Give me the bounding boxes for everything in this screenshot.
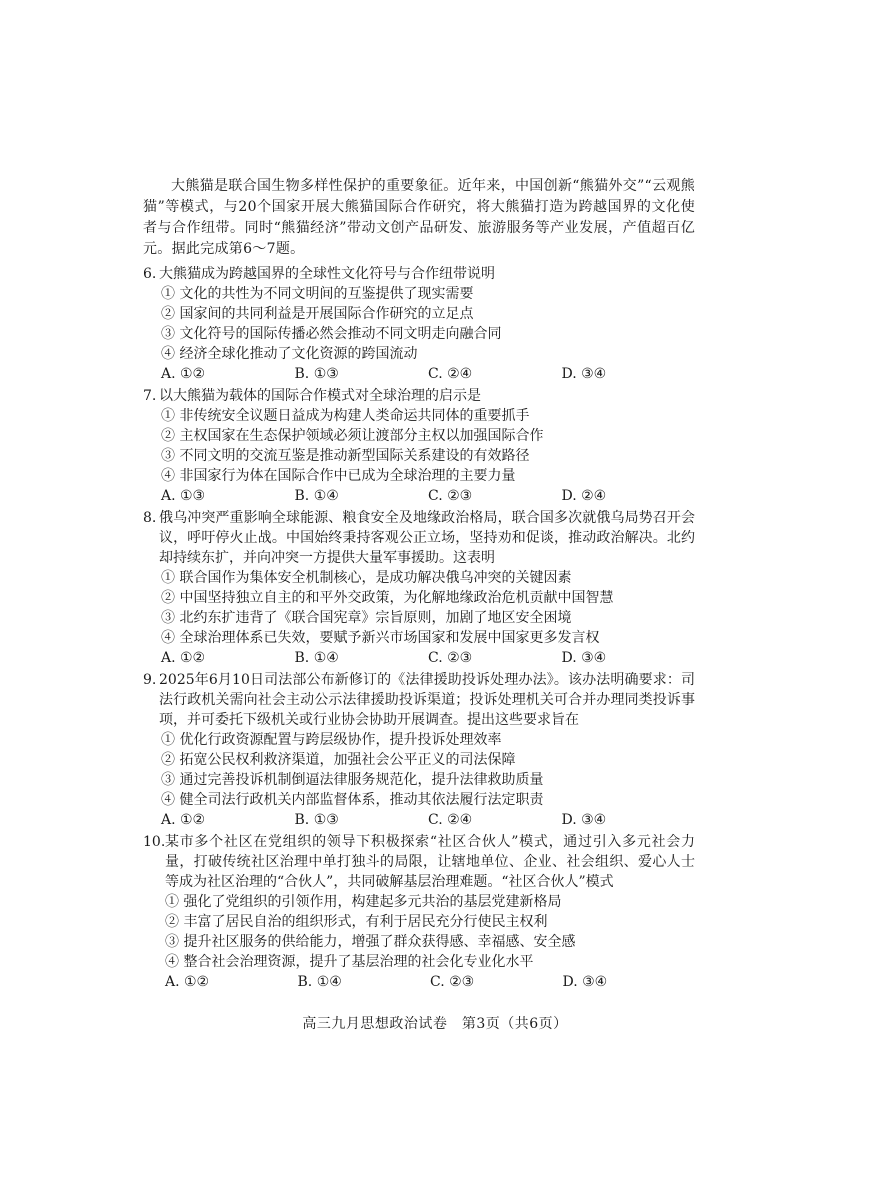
option-3: ③ 通过完善投诉机制倒逼法律服务规范化，提升法律救助质量 [161,772,544,788]
choice-d: D. ②④ [561,488,607,504]
question-stem [143,264,695,284]
option-2: ② 主权国家在生态保护领域必须让渡部分主权以加强国际合作 [161,428,544,444]
option-1: ① 优化行政资源配置与跨层级协作，提升投诉处理效率 [161,732,502,748]
choice-d: D. ③④ [562,974,608,990]
question-text: 俄乌冲突严重影响全球能源、粮食安全及地缘政治格局，联合国多次就俄乌局势召开会议，呼吁停火止战。中国始终秉持客观公正立场，坚持劝和促谈，推动政治解决。北约却持续东扩，并向冲突一方提供大量军事援助。这表明 [159,510,695,566]
question-number: 8. [143,510,157,526]
option-3: ③ 提升社区服务的供给能力，增强了群众获得感、幸福感、安全感 [165,934,576,950]
option-4: ④ 健全司法行政机关内部监督体系，推动其依法履行法定职责 [161,792,544,808]
question-number: 7. [143,388,157,404]
answer-choices [161,810,695,830]
page-footer: 高三九月思想政治试卷 第3页（共6页） [302,1016,568,1032]
answer-choices [161,486,695,506]
answer-choices [161,364,695,384]
option-4: ④ 经济全球化推动了文化资源的跨国流动 [161,346,418,362]
choice-a: A. ①② [161,650,206,666]
question-number: 10. [143,834,166,850]
question-text: 大熊猫成为跨越国界的全球性文化符号与合作纽带说明 [159,266,495,282]
option-3: ③ 文化符号的国际传播必然会推动不同文明走向融合同 [161,326,502,342]
question-stem [143,670,695,730]
answer-choices [165,972,695,992]
question-stem [143,386,695,406]
choice-b: B. ①③ [294,366,339,382]
option-3: ③ 北约东扩违背了《联合国宪章》宗旨原则，加剧了地区安全困境 [161,610,572,626]
question-stem [143,832,695,892]
choice-d: D. ③④ [561,650,607,666]
choice-a: A. ①③ [161,488,206,504]
option-1: ① 文化的共性为不同文明间的互鉴提供了现实需要 [161,286,474,302]
option-2: ② 国家间的共同利益是开展国际合作研究的立足点 [161,306,474,322]
choice-b: B. ①③ [294,812,339,828]
choice-b: B. ①④ [294,650,339,666]
option-2: ② 丰富了居民自治的组织形式，有利于居民充分行使民主权利 [165,914,548,930]
choice-d: D. ③④ [561,366,607,382]
question-6 [143,264,695,384]
question-number: 6. [143,266,157,282]
choice-c: C. ②③ [430,974,475,990]
choice-a: A. ①② [161,366,206,382]
question-10 [143,832,695,992]
option-4: ④ 全球治理体系已失效，要赋予新兴市场国家和发展中国家更多发言权 [161,630,600,646]
option-1: ① 非传统安全议题日益成为构建人类命运共同体的重要抓手 [161,408,530,424]
question-7 [143,386,695,506]
option-2: ② 拓宽公民权利救济渠道，加强社会公平正义的司法保障 [161,752,516,768]
choice-c: C. ②③ [428,488,473,504]
choice-b: B. ①④ [294,488,339,504]
option-1: ① 强化了党组织的引领作用，构建起多元共治的基层党建新格局 [165,894,562,910]
choice-c: C. ②④ [428,812,473,828]
option-1: ① 联合国作为集体安全机制核心，是成功解决俄乌冲突的关键因素 [161,570,572,586]
choice-b: B. ①④ [297,974,342,990]
option-2: ② 中国坚持独立自主的和平外交政策，为化解地缘政治危机贡献中国智慧 [161,590,614,606]
question-9 [143,670,695,830]
answer-choices [161,648,695,668]
choice-c: C. ②③ [428,650,473,666]
question-text: 以大熊猫为载体的国际合作模式对全球治理的启示是 [159,388,481,404]
choice-c: C. ②④ [428,366,473,382]
choice-a: A. ①② [161,812,206,828]
choice-d: D. ③④ [561,812,607,828]
intro-passage: 大熊猫是联合国生物多样性保护的重要象征。近年来，中国创新“熊猫外交”“云观熊猫”等模式，与20个国家开展大熊猫国际合作研究，将大熊猫打造为跨越国界的文化使者与合作纽带。同时“熊猫经济”带动文创产品研发、旅游服务等产业发展，产值超百亿元。据此完成第6～7题。 [143,178,695,257]
page-content [143,176,695,992]
option-3: ③ 不同文明的交流互鉴是推动新型国际关系建设的有效路径 [161,448,530,464]
choice-a: A. ①② [165,974,210,990]
question-text: 2025年6月10日司法部公布新修订的《法律援助投诉处理办法》。该办法明确要求：司法行政机关需向社会主动公示法律援助投诉渠道；投诉处理机关可合并办理同类投诉事项，并可委托下级机关或行业协会协助开展调查。提出这些要求旨在 [159,672,695,728]
question-number: 9. [143,672,157,688]
question-text: 某市多个社区在党组织的领导下积极探索“社区合伙人”模式，通过引入多元社会力量，打破传统社区治理中单打独斗的局限，让辖地单位、企业、社会组织、爱心人士等成为社区治理的“合伙人”，共同破解基层治理难题。“社区合伙人”模式 [165,834,695,890]
option-4: ④ 整合社会治理资源，提升了基层治理的社会化专业化水平 [165,954,534,970]
question-8 [143,508,695,668]
option-4: ④ 非国家行为体在国际合作中已成为全球治理的主要力量 [161,468,516,484]
question-stem [143,508,695,568]
